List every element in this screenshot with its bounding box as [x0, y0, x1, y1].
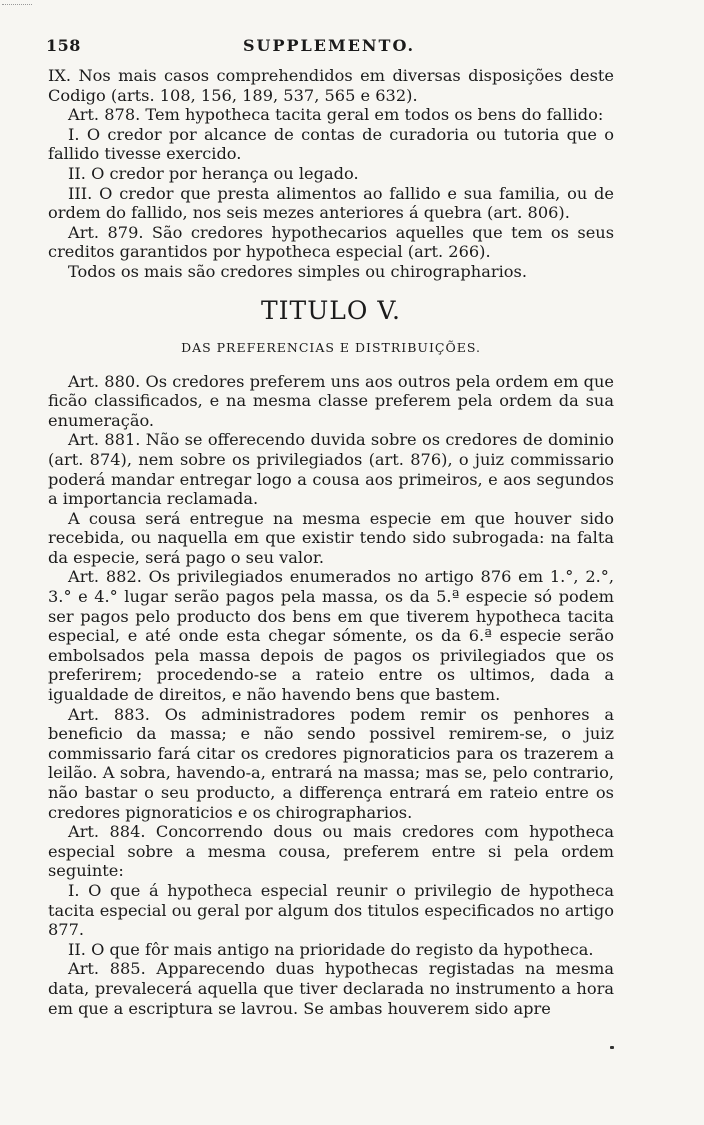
paragraph: Art. 883. Os administradores podem remir os penhores a beneficio da massa; e não sendo possivel remirem-se, o juiz commissario fará citar os credores pignoraticios para os trazerem a leilão. A sobra, havendo-a, entrará na massa; mas se, pelo contrario, não bastar o seu producto, a differença entrará em rateio entre os credores pignoraticios e os chirographarios. [48, 704, 614, 822]
paper-mark [2, 4, 32, 7]
page-body [48, 66, 614, 1018]
paragraph: I. O que á hypotheca especial reunir o privilegio de hypotheca tacita especial ou geral por algum dos titulos especificados no artigo 877. [48, 880, 615, 940]
paragraph: Art. 885. Apparecendo duas hypothecas registadas na mesma data, prevalecerá aquella que tiver declarada no instrumento a hora em que a escriptura se lavrou. Se ambas houverem sido apre [48, 959, 614, 1018]
paragraph: IX. Nos mais casos comprehendidos em diversas disposições deste Codigo (arts. 108, 156, 189, 537, 565 e 632). [48, 66, 614, 105]
paragraph: II. O que fôr mais antigo na prioridade do registo da hypotheca. [68, 939, 594, 959]
ink-mark [610, 1046, 614, 1049]
section-title: TITULO V. [261, 295, 401, 325]
paragraph: II. O credor por herança ou legado. [68, 163, 359, 183]
running-title: SUPPLEMENTO. [242, 36, 416, 55]
paragraph: Art. 884. Concorrendo dous ou mais credores com hypotheca especial sobre a mesma cousa, preferem entre si pela ordem seguinte: [48, 822, 614, 881]
paragraph: Art. 878. Tem hypotheca tacita geral em todos os bens do fallido: [68, 105, 604, 125]
paragraph: Todos os mais são credores simples ou chirographarios. [68, 261, 527, 281]
section-title-block [48, 296, 614, 356]
paragraph: Art. 880. Os credores preferem uns aos outros pela ordem em que ficão classificados, e na mesma classe preferem pela ordem da sua enumeração. [48, 371, 614, 430]
paragraph: I. O credor por alcance de contas de curadoria ou tutoria que o fallido tivesse exercido. [48, 124, 614, 164]
page-header [46, 36, 612, 58]
paragraph: III. O credor que presta alimentos ao fallido e sua familia, ou de ordem do fallido, nos seis mezes anteriores á quebra (art. 806). [48, 183, 614, 223]
paragraph: Art. 881. Não se offerecendo duvida sobre os credores de dominio (art. 874), nem sobre os privilegiados (art. 876), o juiz commissario poderá mandar entregar logo a cousa aos primeiros, e aos segundos a importancia reclamada. [48, 430, 614, 509]
paragraph: Art. 879. São credores hypothecarios aquelles que tem os seus creditos garantidos por hypotheca especial (art. 266). [48, 222, 614, 262]
paragraph: Art. 882. Os privilegiados enumerados no artigo 876 em 1.°, 2.°, 3.° e 4.° lugar serão pagos pela massa, os da 5.ª especie só podem ser pagos pelo producto dos bens em que tiverem hypotheca tacita especial, e até onde esta chegar sómente, os da 6.ª especie serão embolsados pela massa depois de pagos os privilegiados que os preferirem; procedendo-se a rateio entre os ultimos, dada a igualdade de direitos, e não havendo bens que bastem. [48, 567, 614, 705]
section-subtitle: DAS PREFERENCIAS E DISTRIBUIÇÕES. [181, 339, 481, 355]
page-number: 158 [46, 36, 81, 55]
paragraph: A cousa será entregue na mesma especie em que houver sido recebida, ou naquella em que existir tendo sido subrogada: na falta da especie, será pago o seu valor. [48, 508, 614, 567]
